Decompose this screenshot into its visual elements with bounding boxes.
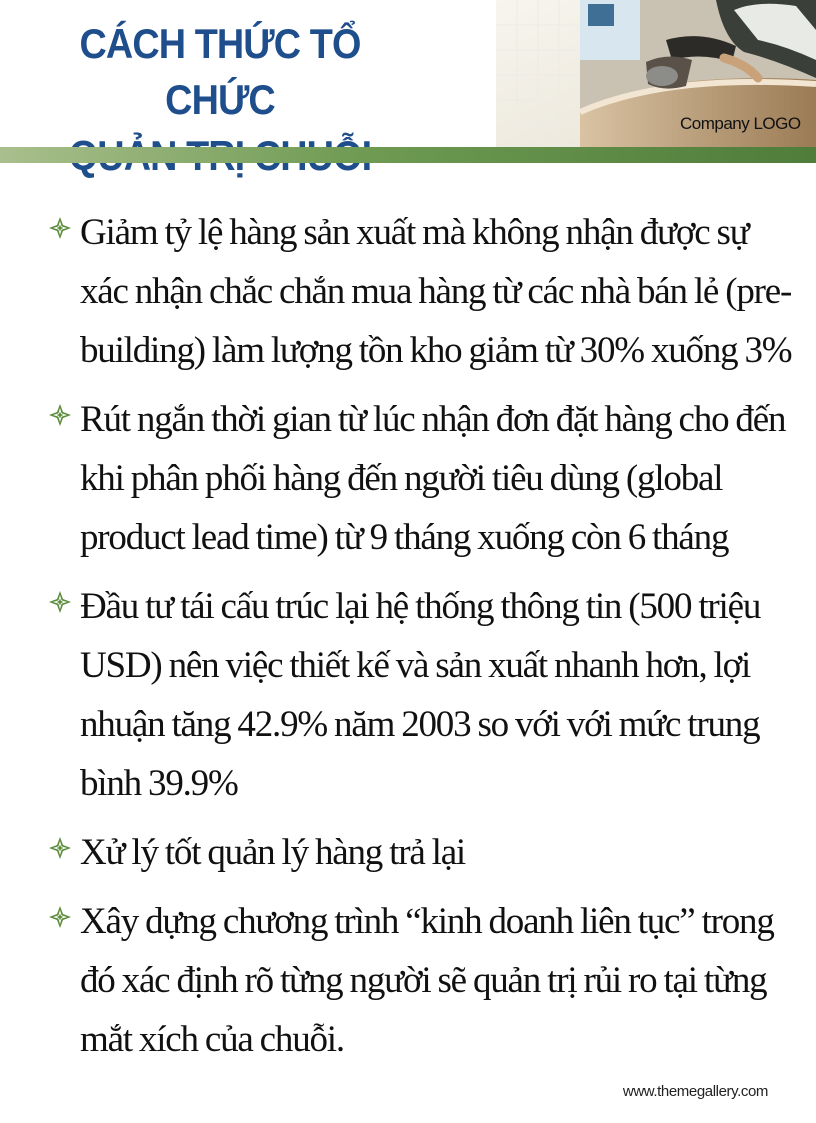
diamond-sparkle-icon [48, 403, 72, 427]
company-logo: Company LOGO [680, 114, 801, 133]
list-item [48, 892, 793, 1069]
footer-website: www.themegallery.com [622, 1083, 768, 1100]
list-item [48, 823, 793, 882]
list-item [48, 577, 793, 813]
bullet-list [48, 203, 793, 1079]
list-item [48, 390, 793, 567]
diamond-sparkle-icon [48, 590, 72, 614]
list-item-text: Đầu tư tái cấu trúc lại hệ thống thông tin (500 triệu USD) nên việc thiết kế và sản xuất nhanh hơn, lợi nhuận tăng 42.9% năm 2003 so với với mức trung bình 39.9% [80, 586, 761, 804]
diamond-sparkle-icon [48, 836, 72, 860]
diamond-sparkle-icon [48, 216, 72, 240]
diamond-sparkle-icon [48, 905, 72, 929]
list-item-text: Xử lý tốt quản lý hàng trả lại [80, 832, 465, 873]
list-item [48, 203, 793, 380]
header-divider-bar [0, 147, 816, 163]
list-item-text: Giảm tỷ lệ hàng sản xuất mà không nhận được sự xác nhận chắc chắn mua hàng từ các nhà bán lẻ (pre-building) làm lượng tồn kho giảm từ 30% xuống 3% [80, 212, 792, 371]
slide-title-line-1: CÁCH THỨC TỔ CHỨC [79, 20, 361, 123]
list-item-text: Xây dựng chương trình “kinh doanh liên tục” trong đó xác định rõ từng người sẽ quản trị rủi ro tại từng mắt xích của chuỗi. [80, 901, 774, 1060]
list-item-text: Rút ngắn thời gian từ lúc nhận đơn đặt hàng cho đến khi phân phối hàng đến người tiêu dùng (global product lead time) từ 9 tháng xuống còn 6 tháng [80, 399, 786, 558]
